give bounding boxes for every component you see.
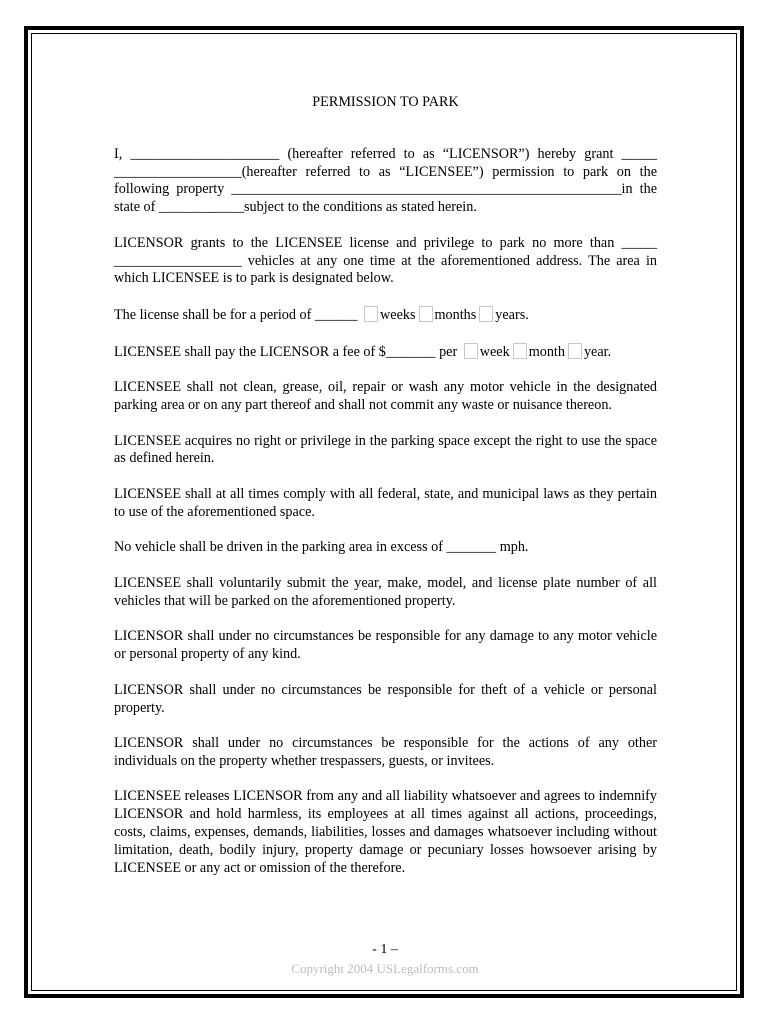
weeks-checkbox[interactable] xyxy=(364,306,378,322)
document-body xyxy=(114,94,657,895)
license-period-text: The license shall be for a period of ______ xyxy=(114,306,358,323)
year-label: year. xyxy=(583,343,612,360)
license-period-line xyxy=(114,306,657,325)
years-checkbox[interactable] xyxy=(479,306,493,322)
copyright-notice: Copyright 2004 USLegalforms.com xyxy=(291,961,479,976)
week-label: week xyxy=(479,343,510,360)
vehicle-limit-paragraph: LICENSOR grants to the LICENSEE license and privilege to park no more than _____ __________________ vehicles at any one time at the aforementioned address. The area in which LICENSEE is to park is designated below. xyxy=(114,234,657,287)
fee-text: LICENSEE shall pay the LICENSOR a fee of $_______ per xyxy=(114,343,458,360)
month-checkbox[interactable] xyxy=(513,343,527,359)
theft-disclaimer-paragraph: LICENSOR shall under no circumstances be responsible for theft of a vehicle or personal property. xyxy=(114,681,657,716)
document-title: PERMISSION TO PARK xyxy=(312,94,459,110)
speed-limit-paragraph: No vehicle shall be driven in the parking area in excess of _______ mph. xyxy=(114,539,529,556)
fee-line xyxy=(114,343,657,362)
grant-paragraph: I, _____________________ (hereafter referred to as “LICENSOR”) hereby grant _____ __________________(hereafter referred to as “LICENSEE”) permission to park on the following property _______________________________________________________in the state of ____________subject to the conditions as stated herein. xyxy=(114,145,657,216)
release-paragraph: LICENSEE releases LICENSOR from any and all liability whatsoever and agrees to indemnify LICENSOR and hold harmless, its employees at all times against all actions, proceedings, costs, claims, expenses, demands, liabilities, losses and damages whatsoever including without limitation, death, bodily injury, property damage or pecuniary losses howsoever arising by LICENSEE or any act or omission of the therefore. xyxy=(114,788,657,876)
months-checkbox[interactable] xyxy=(419,306,433,322)
month-label: month xyxy=(528,343,565,360)
years-label: years. xyxy=(495,306,529,323)
comply-laws-paragraph: LICENSEE shall at all times comply with all federal, state, and municipal laws as they pertain to use of the aforementioned space. xyxy=(114,485,657,520)
year-checkbox[interactable] xyxy=(568,343,582,359)
no-maintenance-paragraph: LICENSEE shall not clean, grease, oil, repair or wash any motor vehicle in the designated parking area or on any part thereof and shall not commit any waste or nuisance thereon. xyxy=(114,379,657,413)
page-number: - 1 – xyxy=(372,942,398,957)
months-label: months xyxy=(434,306,477,323)
week-checkbox[interactable] xyxy=(464,343,478,359)
weeks-label: weeks xyxy=(380,306,416,323)
others-disclaimer-paragraph: LICENSOR shall under no circumstances be responsible for the actions of any other individuals on the property whether trespassers, guests, or invitees. xyxy=(114,735,657,769)
damage-disclaimer-paragraph: LICENSOR shall under no circumstances be responsible for any damage to any motor vehicle or personal property of any kind. xyxy=(114,628,657,663)
vehicle-info-paragraph: LICENSEE shall voluntarily submit the year, make, model, and license plate number of all vehicles that will be parked on the aforementioned property. xyxy=(114,574,657,609)
no-right-paragraph: LICENSEE acquires no right or privilege in the parking space except the right to use the space as defined herein. xyxy=(114,432,657,467)
